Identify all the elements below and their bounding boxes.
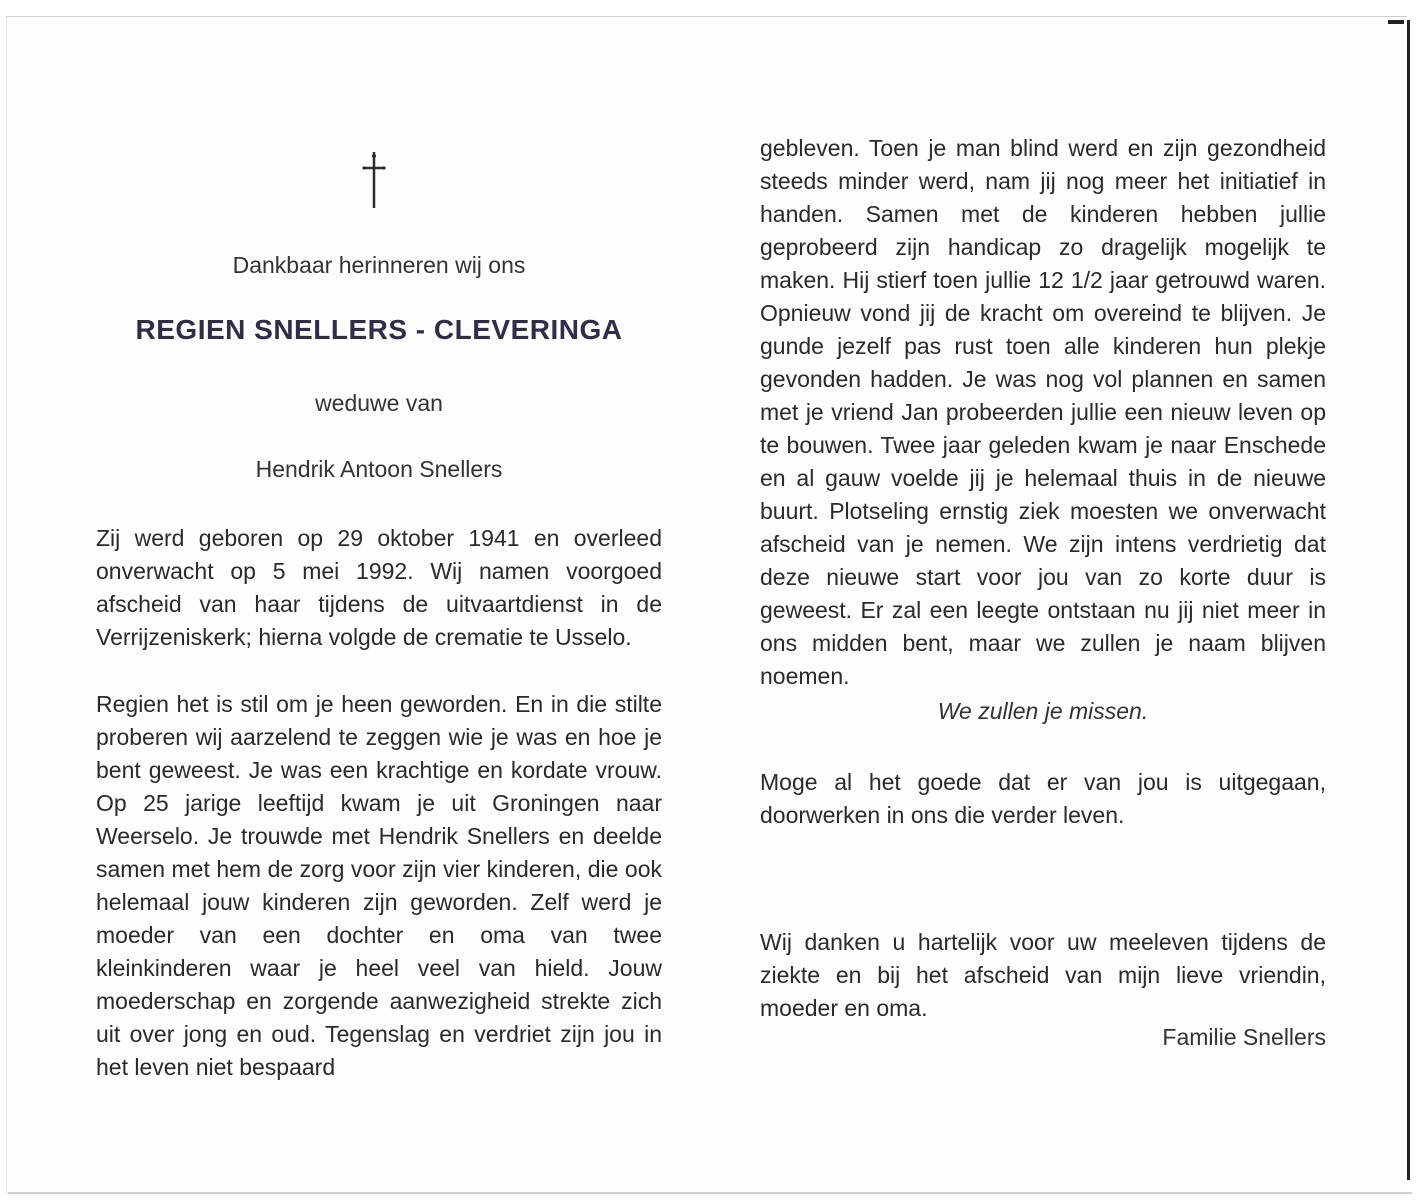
signature: Familie Snellers [1162, 1024, 1326, 1050]
card-edge-shadow [1407, 20, 1410, 1180]
life-story-paragraph: Regien het is stil om je heen geworden. En in die stilte proberen wij aarzelend te zeggen wie je was en hoe je bent geweest. Je was een krachtige en kordate vrouw. Op 25 jarige leeftijd kwam je uit Groningen naar Weerselo. Je trouwde met Hendrik Snellers en deelde samen met hem de zorg voor zijn vier kinderen, die ook helemaal jouw kinderen zijn geworden. Zelf werd je moeder van een dochter en oma van twee kleinkinderen waar je heel veel van hield. Jouw moederschap en zorgende aanwezigheid strekte zich uit over jong en oud. Tegenslag en verdriet zijn jou in het leven niet bespaard [96, 691, 662, 1080]
blessing-paragraph: Moge al het goede dat er van jou is uitgegaan, doorwerken in ons die verder leven. [760, 769, 1326, 828]
cross-icon [356, 148, 392, 212]
birth-death-paragraph: Zij werd geboren op 29 oktober 1941 en overleed onverwacht op 5 mei 1992. Wij namen voorgoed afscheid van haar tijdens de uitvaartdienst in de Verrijzeniskerk; hierna volgde de crematie te Usselo. [96, 525, 662, 650]
life-story-continued-paragraph: gebleven. Toen je man blind werd en zijn gezondheid steeds minder werd, nam jij nog meer het initiatief in handen. Samen met de kinderen hebben jullie geprobeerd zijn handicap zo dragelijk mogelijk te maken. Hij stierf toen jullie 12 1/2 jaar getrouwd waren. Opnieuw vond jij de kracht om overeind te blijven. Je gunde jezelf pas rust toen alle kinderen hun plekje gevonden hadden. Je was nog vol plannen en samen met je vriend Jan probeerden jullie een nieuw leven op te bouwen. Twee jaar geleden kwam je naar Enschede en al gauw voelde jij je helemaal thuis in de nieuwe buurt. Plotseling ernstig ziek moesten we onverwacht afscheid van je nemen. We zijn intens verdrietig dat deze nieuwe start voor jou van zo korte duur is geweest. Er zal een leegte ontstaan nu jij niet meer in ons midden bent, maar we zullen je naam blijven noemen. [760, 135, 1326, 689]
thanks-paragraph: Wij danken u hartelijk voor uw meeleven tijdens de ziekte en bij het afscheid van mijn lieve vriendin, moeder en oma. [760, 929, 1326, 1021]
card-corner-mark [1388, 20, 1404, 24]
card-bottom-edge [8, 1192, 1412, 1194]
intro-line: Dankbaar herinneren wij ons [232, 252, 526, 278]
missing-line: We zullen je missen. [937, 698, 1149, 724]
husband-name: Hendrik Antoon Snellers [255, 456, 503, 482]
deceased-name: REGIEN SNELLERS - CLEVERINGA [135, 314, 623, 345]
widow-of-line: weduwe van [315, 390, 443, 416]
